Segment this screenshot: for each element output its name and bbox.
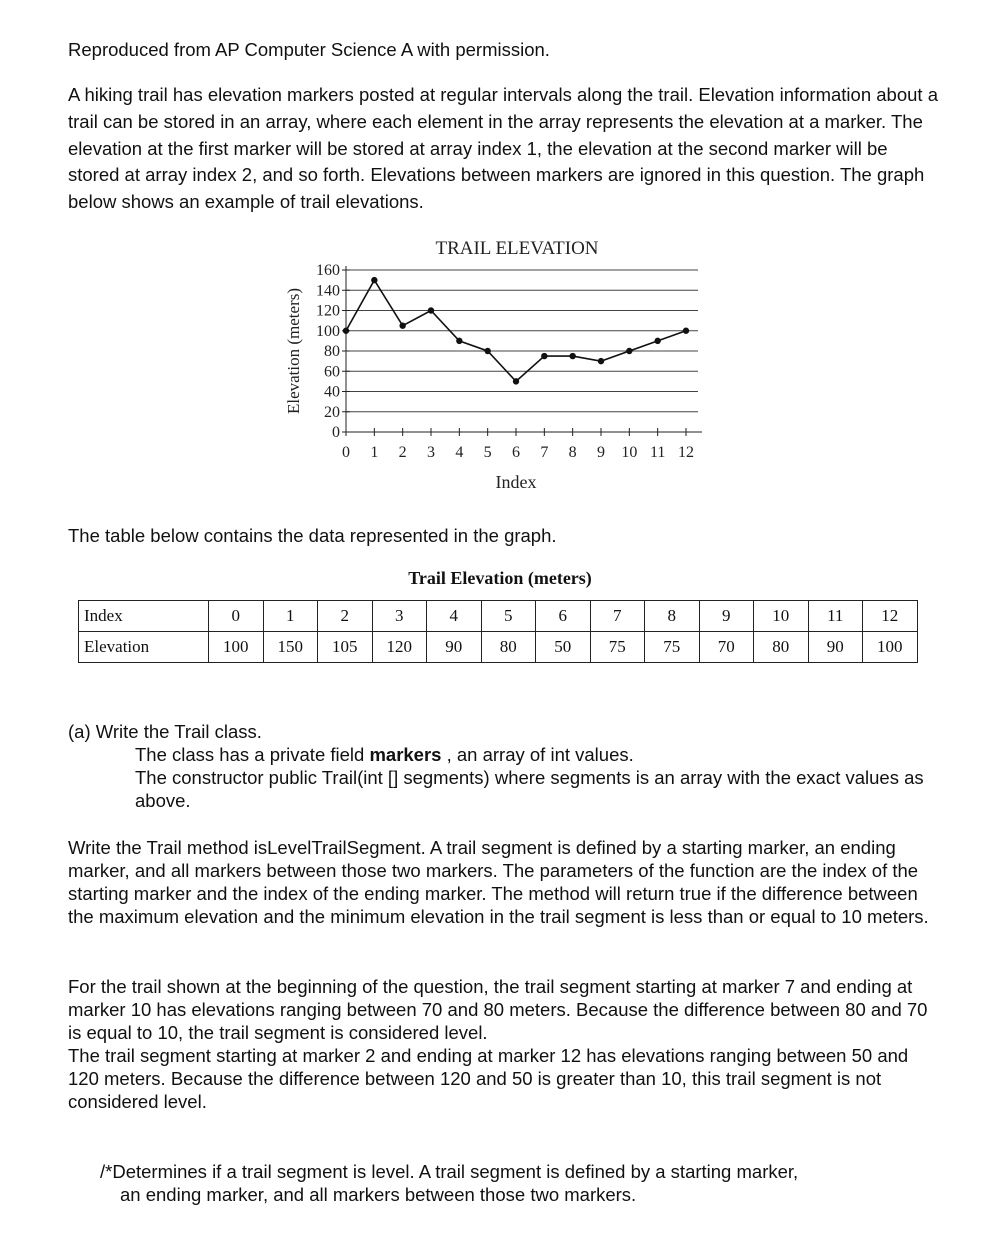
elevation-cell: 120 — [372, 632, 427, 663]
index-cell: 5 — [481, 601, 536, 632]
y-tick-label: 40 — [324, 383, 340, 401]
code-comment — [100, 1160, 920, 1206]
y-tick-label: 80 — [324, 343, 340, 360]
index-cell: 8 — [645, 601, 700, 632]
elevation-cell: 50 — [536, 632, 591, 663]
elevation-table — [78, 600, 918, 663]
x-tick-label: 0 — [342, 444, 350, 461]
elevation-cell: 105 — [318, 632, 373, 663]
data-point — [598, 358, 604, 364]
part-a — [68, 720, 948, 812]
example-not-level: The trail segment starting at marker 2 and ending at marker 12 has elevations ranging between 50 and 120 meters. Because the difference between 120 and 50 is greater than 10, this trail segment is not considered level. — [68, 1045, 909, 1112]
part-a-field-line — [68, 743, 948, 766]
elevation-cell: 75 — [645, 632, 700, 663]
table-row-index — [79, 601, 918, 632]
data-point — [626, 348, 632, 354]
chart-svg — [270, 228, 740, 508]
x-tick-label: 10 — [621, 444, 638, 461]
index-cell: 10 — [754, 601, 809, 632]
x-tick-label: 11 — [649, 444, 666, 461]
x-tick-label: 5 — [483, 444, 492, 461]
y-tick-label: 160 — [316, 262, 340, 279]
elevation-cell: 70 — [699, 632, 754, 663]
data-point — [683, 328, 689, 334]
y-tick-label: 60 — [324, 363, 340, 381]
data-point — [654, 338, 660, 344]
data-point — [513, 378, 519, 384]
index-cell: 7 — [590, 601, 645, 632]
credit-line: Reproduced from AP Computer Science A with permission. — [68, 39, 550, 60]
table-title: Trail Elevation (meters) — [408, 568, 592, 588]
data-point — [343, 328, 349, 334]
index-cell: 6 — [536, 601, 591, 632]
index-cell: 0 — [209, 601, 264, 632]
index-cell: 3 — [372, 601, 427, 632]
data-point — [456, 338, 462, 344]
x-tick-label: 7 — [540, 444, 549, 461]
x-tick-label: 4 — [455, 444, 464, 461]
data-point — [371, 277, 377, 283]
chart-title: TRAIL ELEVATION — [435, 238, 599, 259]
x-tick-label: 6 — [512, 444, 520, 461]
comment-line-1: /*Determines if a trail segment is level. A trail segment is defined by a starting marker, — [100, 1161, 799, 1182]
table-intro: The table below contains the data represented in the graph. — [68, 525, 557, 546]
data-point — [428, 307, 434, 313]
table-row-elevation — [79, 632, 918, 663]
data-point — [484, 348, 490, 354]
elevation-cell: 100 — [209, 632, 264, 663]
row-label-elevation: Elevation — [79, 632, 209, 663]
examples — [68, 975, 938, 1113]
method-description: Write the Trail method isLevelTrailSegment. A trail segment is defined by a starting marker, an ending marker, and all markers between those two markers. The parameters of the function are the index of the starting marker and the index of the ending marker. The method will return true if the difference between the maximum elevation and the minimum elevation in the trail segment is less than or equal to 10 meters. — [68, 837, 929, 927]
elevation-cell: 80 — [481, 632, 536, 663]
elevation-cell: 100 — [863, 632, 918, 663]
y-tick-label: 0 — [332, 424, 340, 441]
trail-elevation-chart — [270, 228, 740, 508]
elevation-cell: 150 — [263, 632, 318, 663]
x-tick-label: 8 — [568, 444, 577, 461]
elevation-cell: 75 — [590, 632, 645, 663]
y-axis-label: Elevation (meters) — [284, 287, 303, 415]
x-tick-label: 3 — [427, 444, 435, 461]
index-cell: 4 — [427, 601, 482, 632]
index-cell: 11 — [808, 601, 863, 632]
x-tick-label: 1 — [370, 444, 379, 461]
part-a-constructor-line: The constructor public Trail(int [] segments) where segments is an array with the exact values as above. — [135, 767, 924, 811]
elevation-cell: 90 — [427, 632, 482, 663]
field-line-pre: The class has a private field — [135, 744, 370, 765]
data-point — [569, 353, 575, 359]
index-cell: 1 — [263, 601, 318, 632]
index-cell: 12 — [863, 601, 918, 632]
data-point — [541, 353, 547, 359]
example-level: For the trail shown at the beginning of the question, the trail segment starting at marker 7 and ending at marker 10 has elevations ranging between 70 and 80 meters. Because the difference between 80 and 70 is equal to 10, the trail segment is considered level. — [68, 976, 928, 1043]
row-label-index: Index — [79, 601, 209, 632]
x-tick-label: 12 — [678, 444, 694, 461]
field-line-post: , an array of int values. — [441, 744, 634, 765]
data-point — [399, 322, 405, 328]
y-tick-label: 120 — [316, 302, 340, 320]
x-tick-label: 9 — [597, 444, 605, 461]
elevation-cell: 90 — [808, 632, 863, 663]
elevation-cell: 80 — [754, 632, 809, 663]
field-name-markers: markers — [369, 744, 442, 765]
x-axis-label: Index — [495, 472, 537, 492]
y-tick-label: 20 — [324, 403, 340, 421]
y-tick-label: 140 — [316, 282, 340, 300]
part-a-heading: (a) Write the Trail class. — [68, 721, 262, 742]
comment-line-2: an ending marker, and all markers between those two markers. — [120, 1184, 637, 1205]
intro-paragraph: A hiking trail has elevation markers posted at regular intervals along the trail. Elevation information about a trail can be stored in an array, where each element in the array represents the elevation at a marker. The elevation at the first marker will be stored at array index 1, the elevation at the second marker will be stored at array index 2, and so forth. Elevations between markers are ignored in this question. The graph below shows an example of trail elevations. — [68, 84, 938, 213]
y-tick-label: 100 — [316, 322, 340, 340]
index-cell: 2 — [318, 601, 373, 632]
index-cell: 9 — [699, 601, 754, 632]
x-tick-label: 2 — [398, 444, 407, 461]
